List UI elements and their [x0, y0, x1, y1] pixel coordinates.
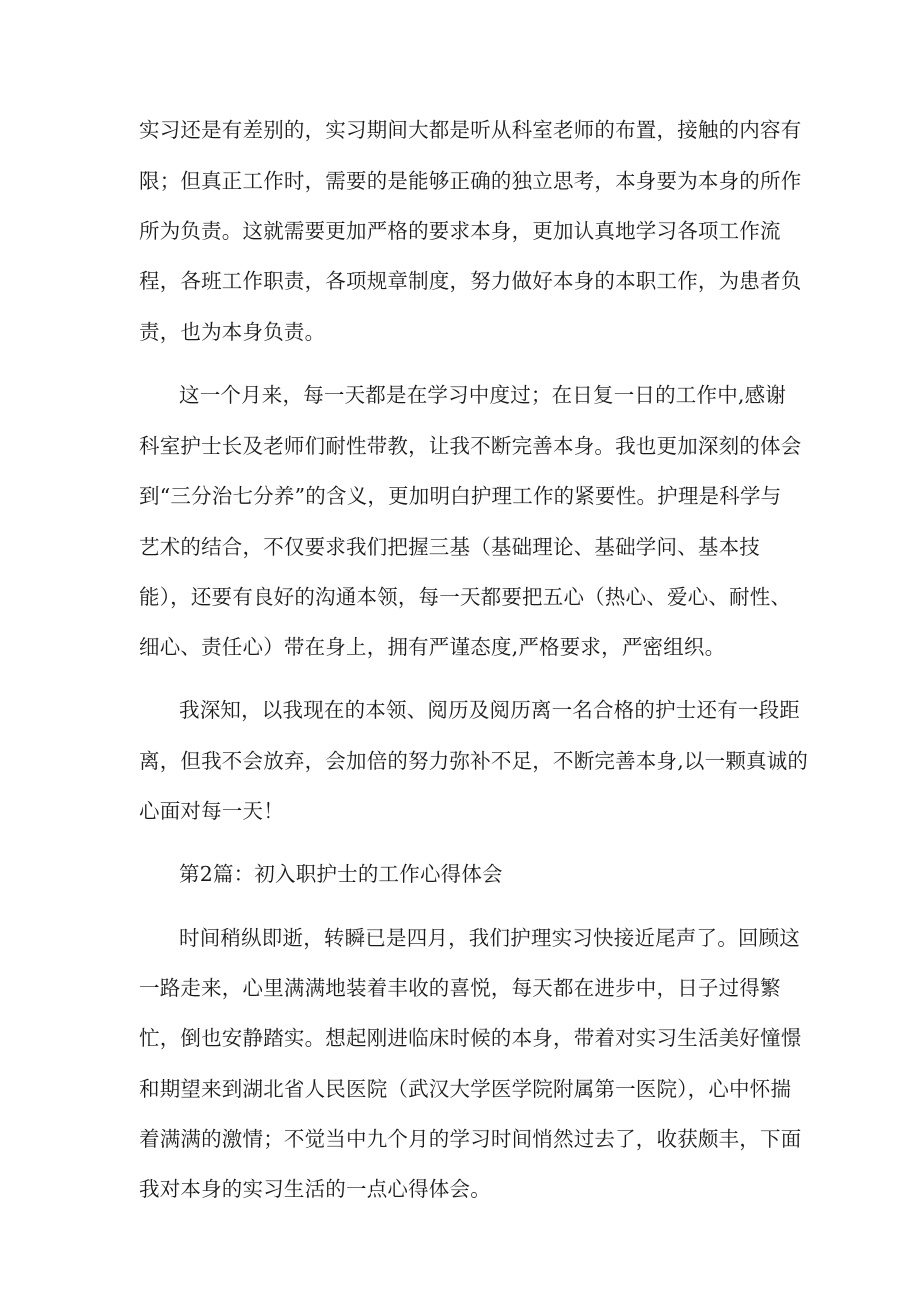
- text-line: 科室护士长及老师们耐性带教，让我不断完善本身。我也更加深刻的体会: [139, 434, 802, 458]
- text-line: 离，但我不会放弃，会加倍的努力弥补不足，不断完善本身,以一颗真诚的: [139, 749, 809, 773]
- text-line: 限；但真正工作时，需要的是能够正确的独立思考，本身要为本身的所作: [139, 169, 802, 193]
- text-line: 程，各班工作职责，各项规章制度，努力做好本身的本职工作，为患者负: [139, 269, 802, 293]
- text-line: 细心、责任心）带在身上，拥有严谨态度,严格要求，严密组织。: [139, 635, 726, 659]
- text-line: 实习还是有差别的，实习期间大都是听从科室老师的布置，接触的内容有: [139, 118, 802, 142]
- text-line: 这一个月来，每一天都是在学习中度过；在日复一日的工作中,感谢: [179, 383, 787, 407]
- text-line: 着满满的激情；不觉当中九个月的学习时间悄然过去了，收获颇丰，下面: [139, 1127, 802, 1151]
- text-line: 我对本身的实习生活的一点心得体会。: [139, 1177, 491, 1201]
- text-line: 忙，倒也安静踏实。想起刚进临床时候的本身，带着对实习生活美好憧憬: [139, 1026, 802, 1050]
- text-line: 我深知，以我现在的本领、阅历及阅历离一名合格的护士还有一段距: [179, 698, 800, 722]
- text-line: 艺术的结合，不仅要求我们把握三基（基础理论、基础学问、基本技: [139, 535, 760, 559]
- text-line: 责，也为本身负责。: [139, 320, 326, 344]
- text-line: 时间稍纵即逝，转瞬已是四月，我们护理实习快接近尾声了。回顾这: [179, 926, 800, 950]
- section-heading: 第2篇：初入职护士的工作心得体会: [179, 862, 503, 886]
- text-line: 心面对每一天！: [139, 799, 284, 823]
- text-line: 和期望来到湖北省人民医院（武汉大学医学院附属第一医院），心中怀揣: [139, 1077, 792, 1101]
- text-line: 到“三分治七分养”的含义，更加明白护理工作的紧要性。护理是科学与: [139, 484, 782, 508]
- text-line: 一路走来，心里满满地装着丰收的喜悦，每天都在进步中，日子过得繁: [139, 976, 781, 1000]
- text-line: 所为负责。这就需要更加严格的要求本身，更加认真地学习各项工作流: [139, 219, 781, 243]
- text-line: 能），还要有良好的沟通本领，每一天都要把五心（热心、爱心、耐性、: [139, 585, 792, 609]
